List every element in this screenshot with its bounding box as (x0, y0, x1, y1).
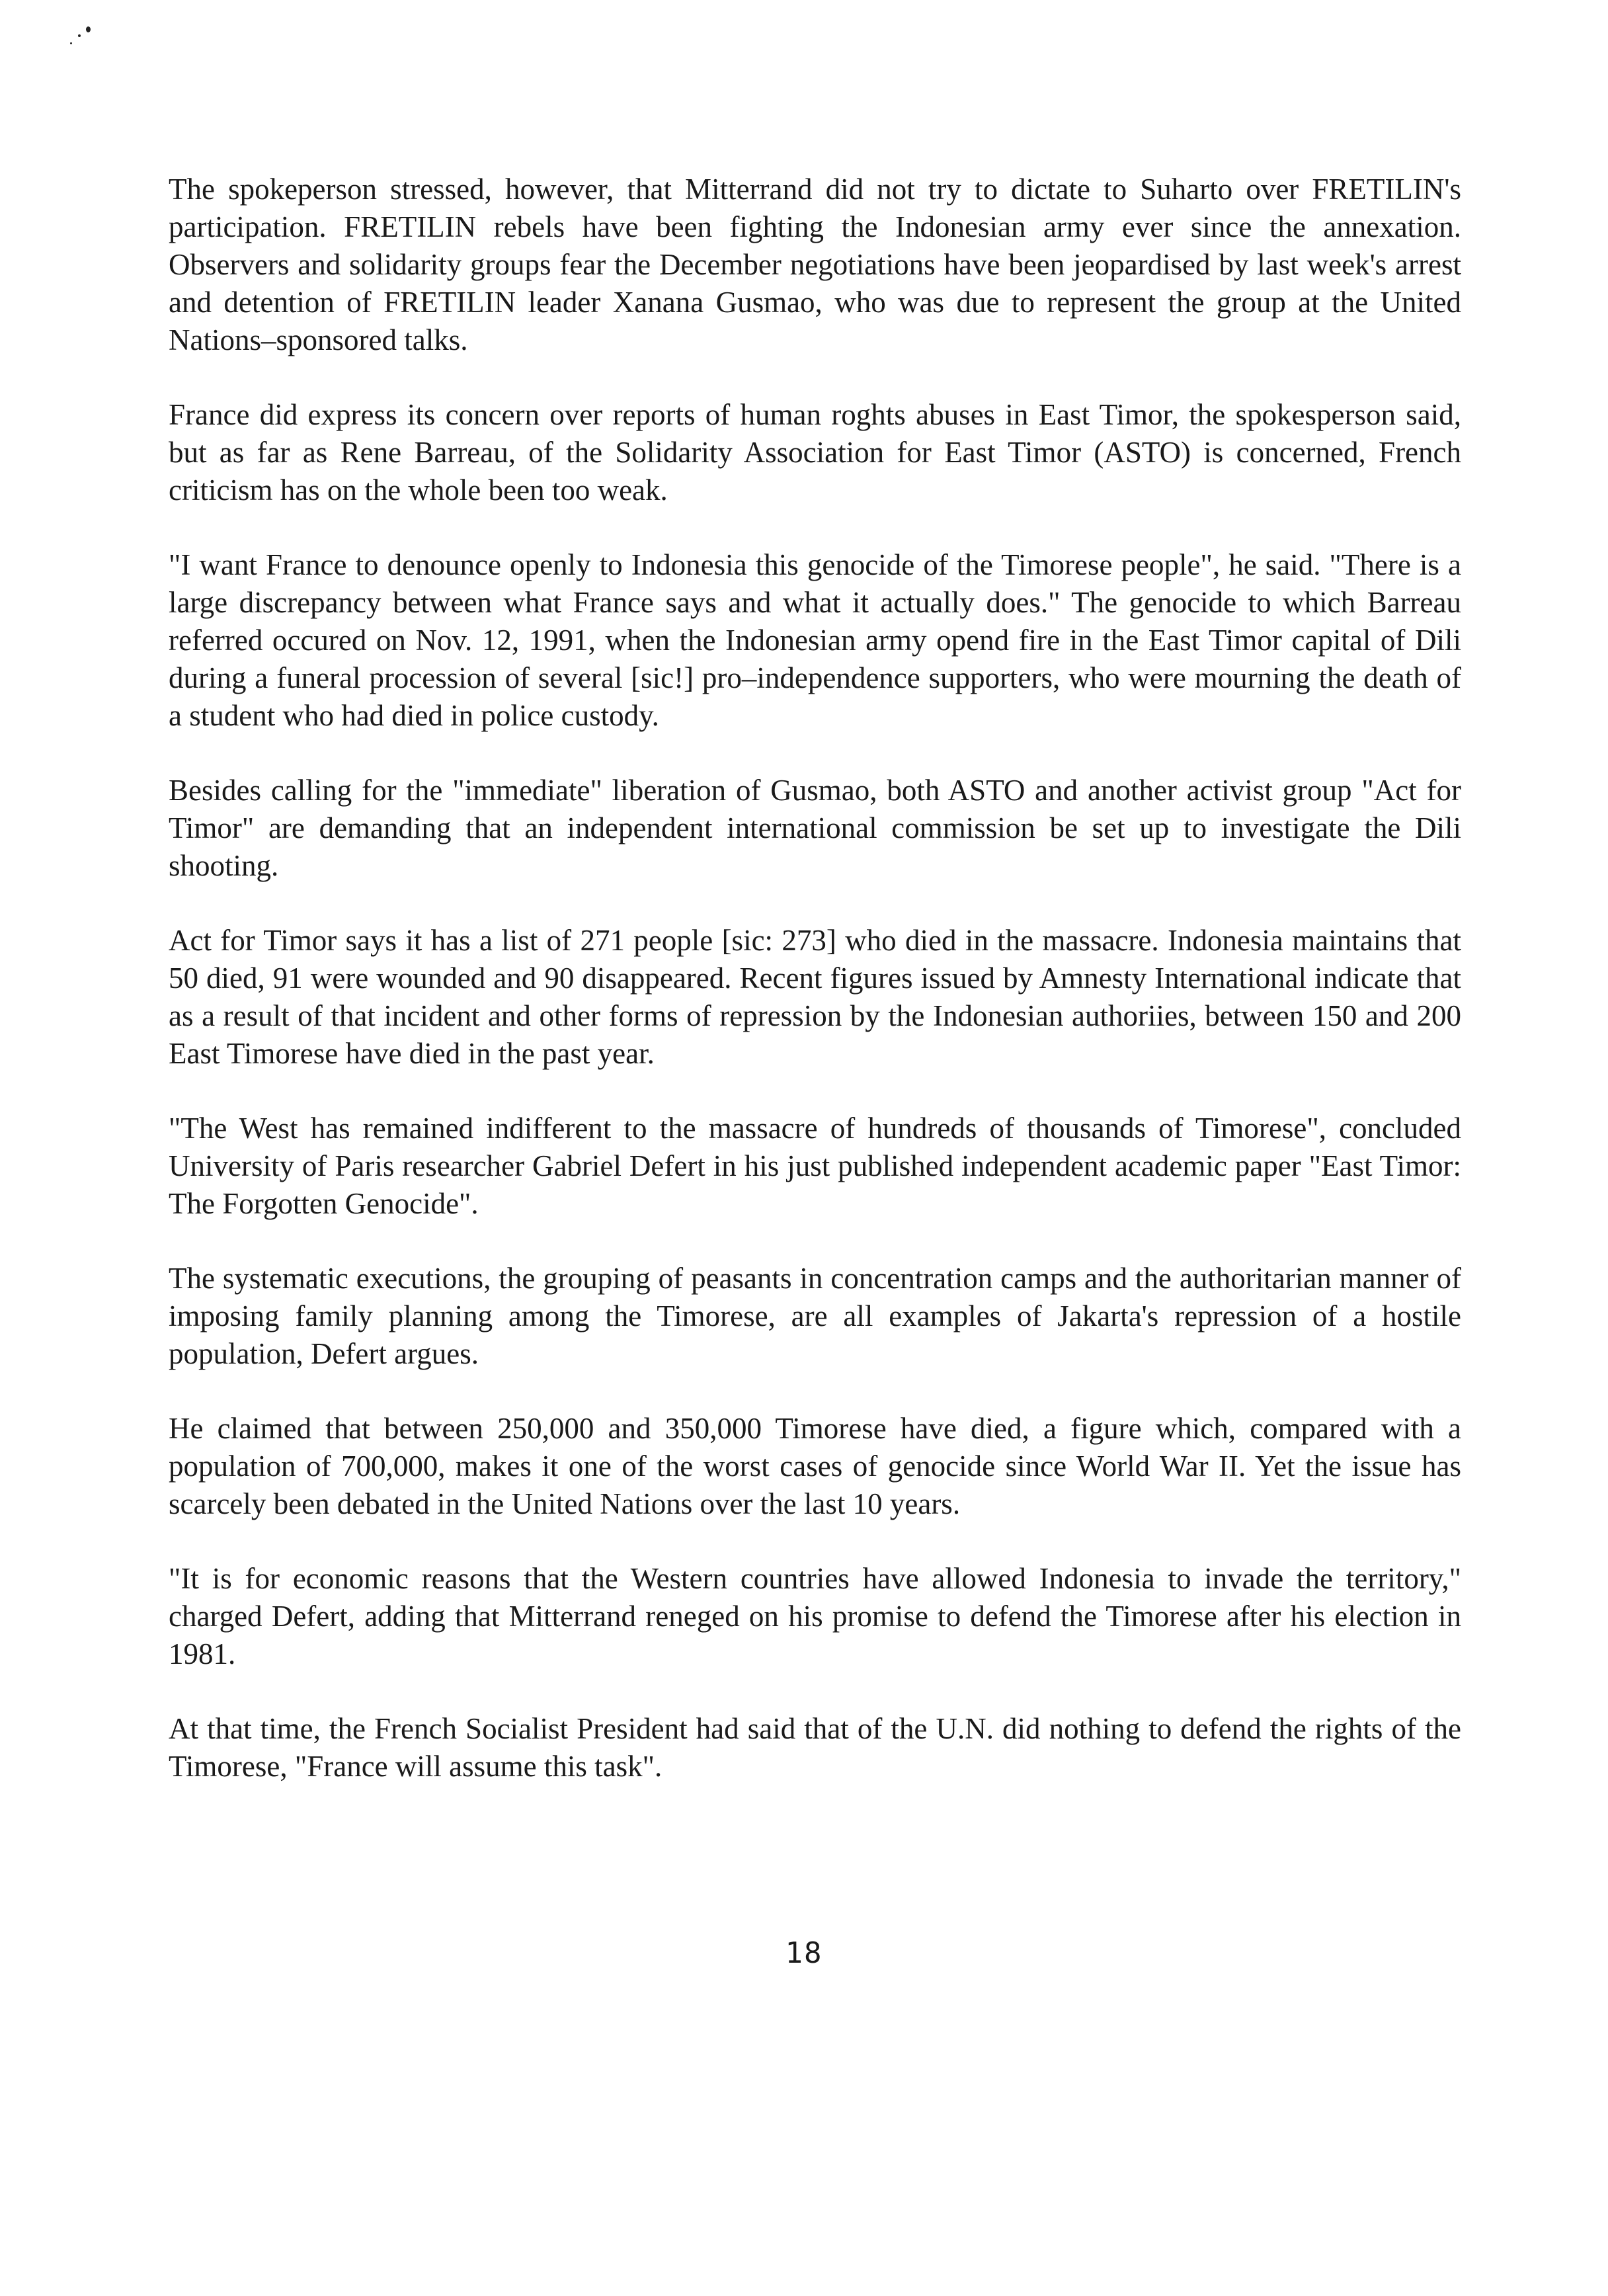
article-body (169, 171, 1461, 1823)
page-number: 18 (785, 1936, 823, 1970)
paragraph-3: "I want France to denounce openly to Indonesia this genocide of the Timorese people", he said. "There is a large discrepancy between what France says and what it actually does." The genocide to which Barreau referred occured on Nov. 12, 1991, when the Indonesian army opend fire in the East Timor capital of Dili during a funeral procession of several [sic!] pro–independence supporters, who were mourning the death of a student who had died in police custody. (169, 548, 1461, 732)
scan-speck (70, 42, 72, 44)
paragraph-8: He claimed that between 250,000 and 350,000 Timorese have died, a figure which, compared with a population of 700,000, makes it one of the worst cases of genocide since World War II. Yet the issue has scarcely been debated in the United Nations over the last 10 years. (169, 1412, 1461, 1520)
paragraph-1: The spokeperson stressed, however, that Mitterrand did not try to dictate to Suharto over FRETILIN's participation. FRETILIN rebels have been fighting the Indonesian army ever since the annexation. Observers and solidarity groups fear the December negotiations have been jeopardised by last week's arrest and detention of FRETILIN leader Xanana Gusmao, who was due to represent the group at the United Nations–sponsored talks. (169, 173, 1461, 356)
paragraph-5: Act for Timor says it has a list of 271 people [sic: 273] who died in the massacre. Indonesia maintains that 50 died, 91 were wounded and 90 disappeared. Recent figures issued by Amnesty International indicate that as a result of that incident and other forms of repression by the Indonesian authoriies, between 150 and 200 East Timorese have died in the past year. (169, 924, 1461, 1070)
paragraph-9: "It is for economic reasons that the Western countries have allowed Indonesia to invade the territory," charged Defert, adding that Mitterrand reneged on his promise to defend the Timorese after his election in 1981. (169, 1562, 1461, 1670)
paragraph-2: France did express its concern over reports of human roghts abuses in East Timor, the spokesperson said, but as far as Rene Barreau, of the Solidarity Association for East Timor (ASTO) is concerned, French criticism has on the whole been too weak. (169, 398, 1461, 507)
paragraph-10: At that time, the French Socialist President had said that of the U.N. did nothing to defend the rights of the Timorese, "France will assume this task". (169, 1712, 1461, 1783)
paragraph-4: Besides calling for the "immediate" liberation of Gusmao, both ASTO and another activist group "Act for Timor" are demanding that an independent international commission be set up to investigate the Dili shooting. (169, 774, 1461, 882)
scan-speck (78, 34, 81, 37)
paragraph-7: The systematic executions, the grouping of peasants in concentration camps and the authoritarian manner of imposing family planning among the Timorese, are all examples of Jakarta's repression of a hostile population, Defert argues. (169, 1262, 1461, 1370)
scan-speck (86, 26, 91, 32)
paragraph-6: "The West has remained indifferent to the massacre of hundreds of thousands of Timorese", concluded University of Paris researcher Gabriel Defert in his just published independent academic paper "East Timor: The Forgotten Genocide". (169, 1112, 1461, 1220)
